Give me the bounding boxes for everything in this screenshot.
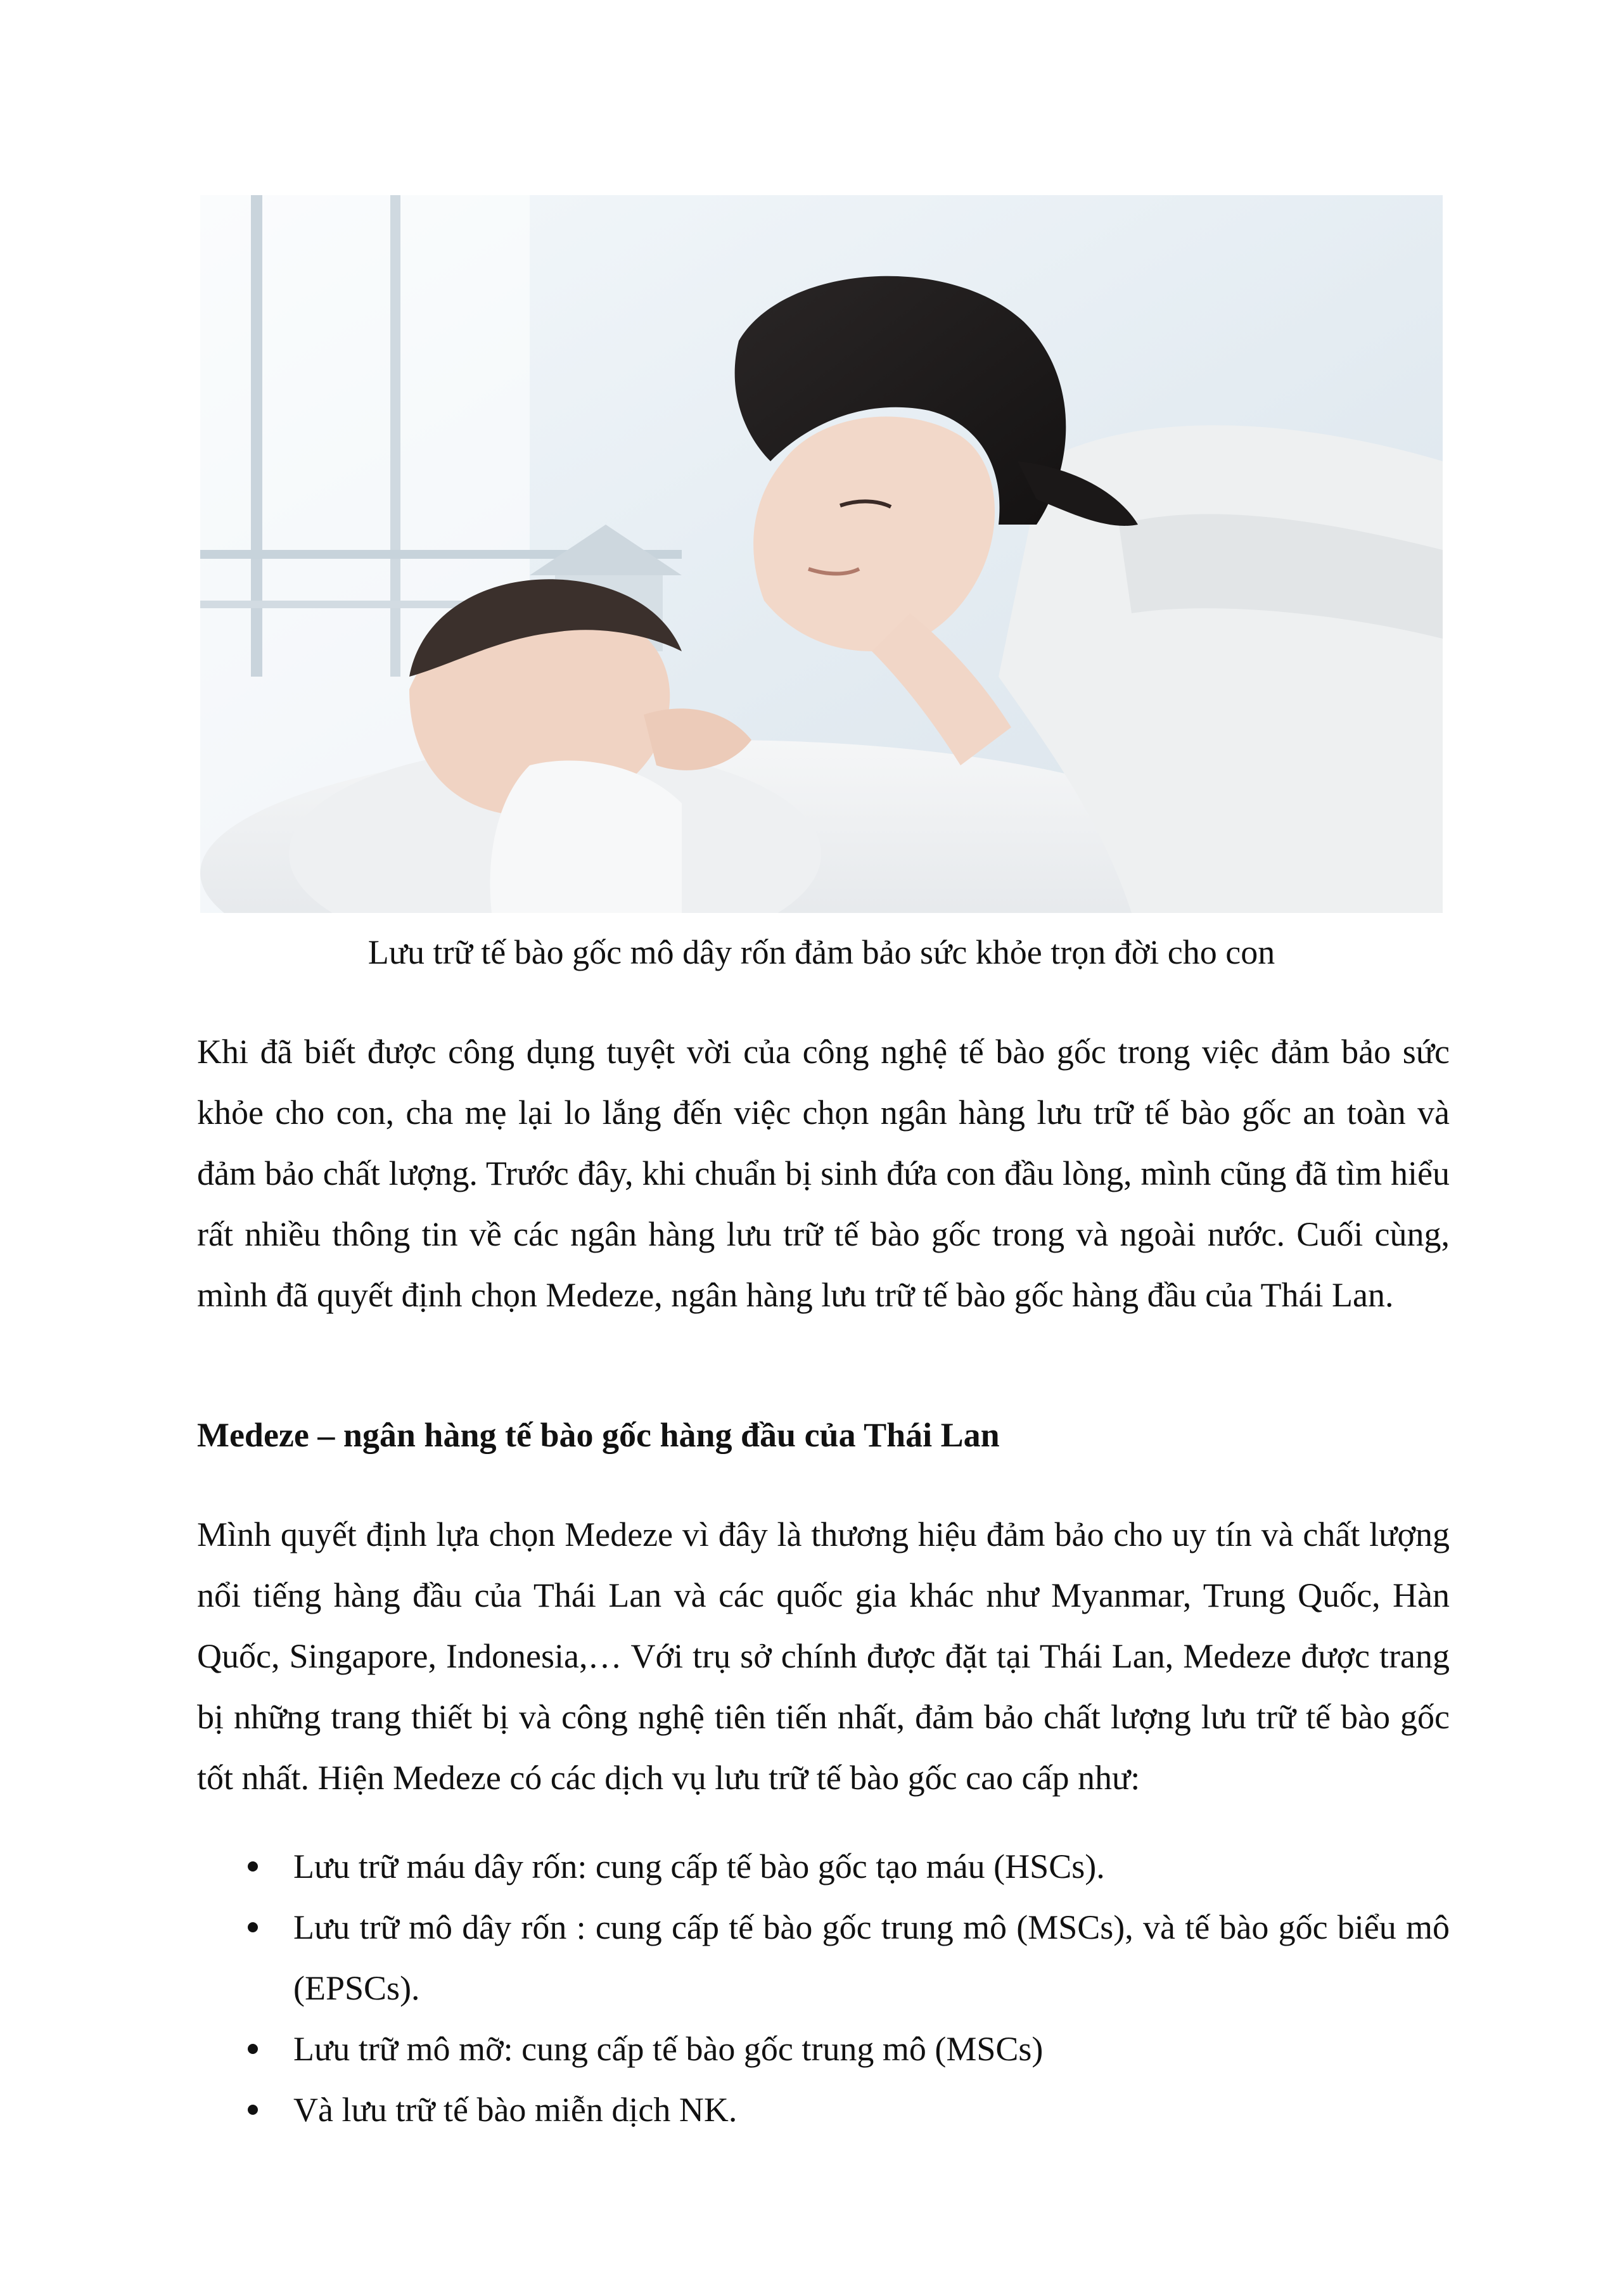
photo-caption: Lưu trữ tế bào gốc mô dây rốn đảm bảo sức khỏe trọn đời cho con xyxy=(367,933,1275,971)
list-item xyxy=(197,2019,1450,2079)
list-item-text: Và lưu trữ tế bào miễn dịch NK. xyxy=(293,2091,738,2129)
list-item-text: Lưu trữ mô mỡ: cung cấp tế bào gốc trung mô (MSCs) xyxy=(293,2030,1044,2068)
section-heading: Medeze – ngân hàng tế bào gốc hàng đầu của Thái Lan xyxy=(197,1416,1000,1454)
list-item xyxy=(197,1836,1450,1897)
mother-baby-photo xyxy=(200,195,1443,913)
section-paragraph: Mình quyết định lựa chọn Medeze vì đây là thương hiệu đảm bảo cho uy tín và chất lượng nổi tiếng hàng đầu của Thái Lan và các quốc gia khác như Myanmar, Trung Quốc, Hàn Quốc, Singapore, Indonesia,… Với trụ sở chính được đặt tại Thái Lan, Medeze được trang bị những trang thiết bị và công nghệ tiên tiến nhất, đảm bảo chất lượng lưu trữ tế bào gốc tốt nhất. Hiện Medeze có các dịch vụ lưu trữ tế bào gốc cao cấp như: xyxy=(197,1515,1450,1797)
list-item xyxy=(197,2079,1450,2140)
bullet-icon xyxy=(248,2105,258,2115)
bullet-icon xyxy=(248,1922,258,1932)
intro-paragraph: Khi đã biết được công dụng tuyệt vời của công nghệ tế bào gốc trong việc đảm bảo sức khỏe cho con, cha mẹ lại lo lắng đến việc chọn ngân hàng lưu trữ tế bào gốc an toàn và đảm bảo chất lượng. Trước đây, khi chuẩn bị sinh đứa con đầu lòng, mình cũng đã tìm hiểu rất nhiều thông tin về các ngân hàng lưu trữ tế bào gốc trong và ngoài nước. Cuối cùng, mình đã quyết định chọn Medeze, ngân hàng lưu trữ tế bào gốc hàng đầu của Thái Lan. xyxy=(197,1033,1450,1314)
list-item-text: Lưu trữ mô dây rốn : cung cấp tế bào gốc trung mô (MSCs), và tế bào gốc biểu mô (EPSCs). xyxy=(293,1908,1450,2007)
services-list xyxy=(197,1836,1450,2140)
bullet-icon xyxy=(248,1861,258,1872)
bullet-icon xyxy=(248,2044,258,2054)
list-item xyxy=(197,1897,1450,2019)
list-item-text: Lưu trữ máu dây rốn: cung cấp tế bào gốc tạo máu (HSCs). xyxy=(293,1847,1105,1885)
